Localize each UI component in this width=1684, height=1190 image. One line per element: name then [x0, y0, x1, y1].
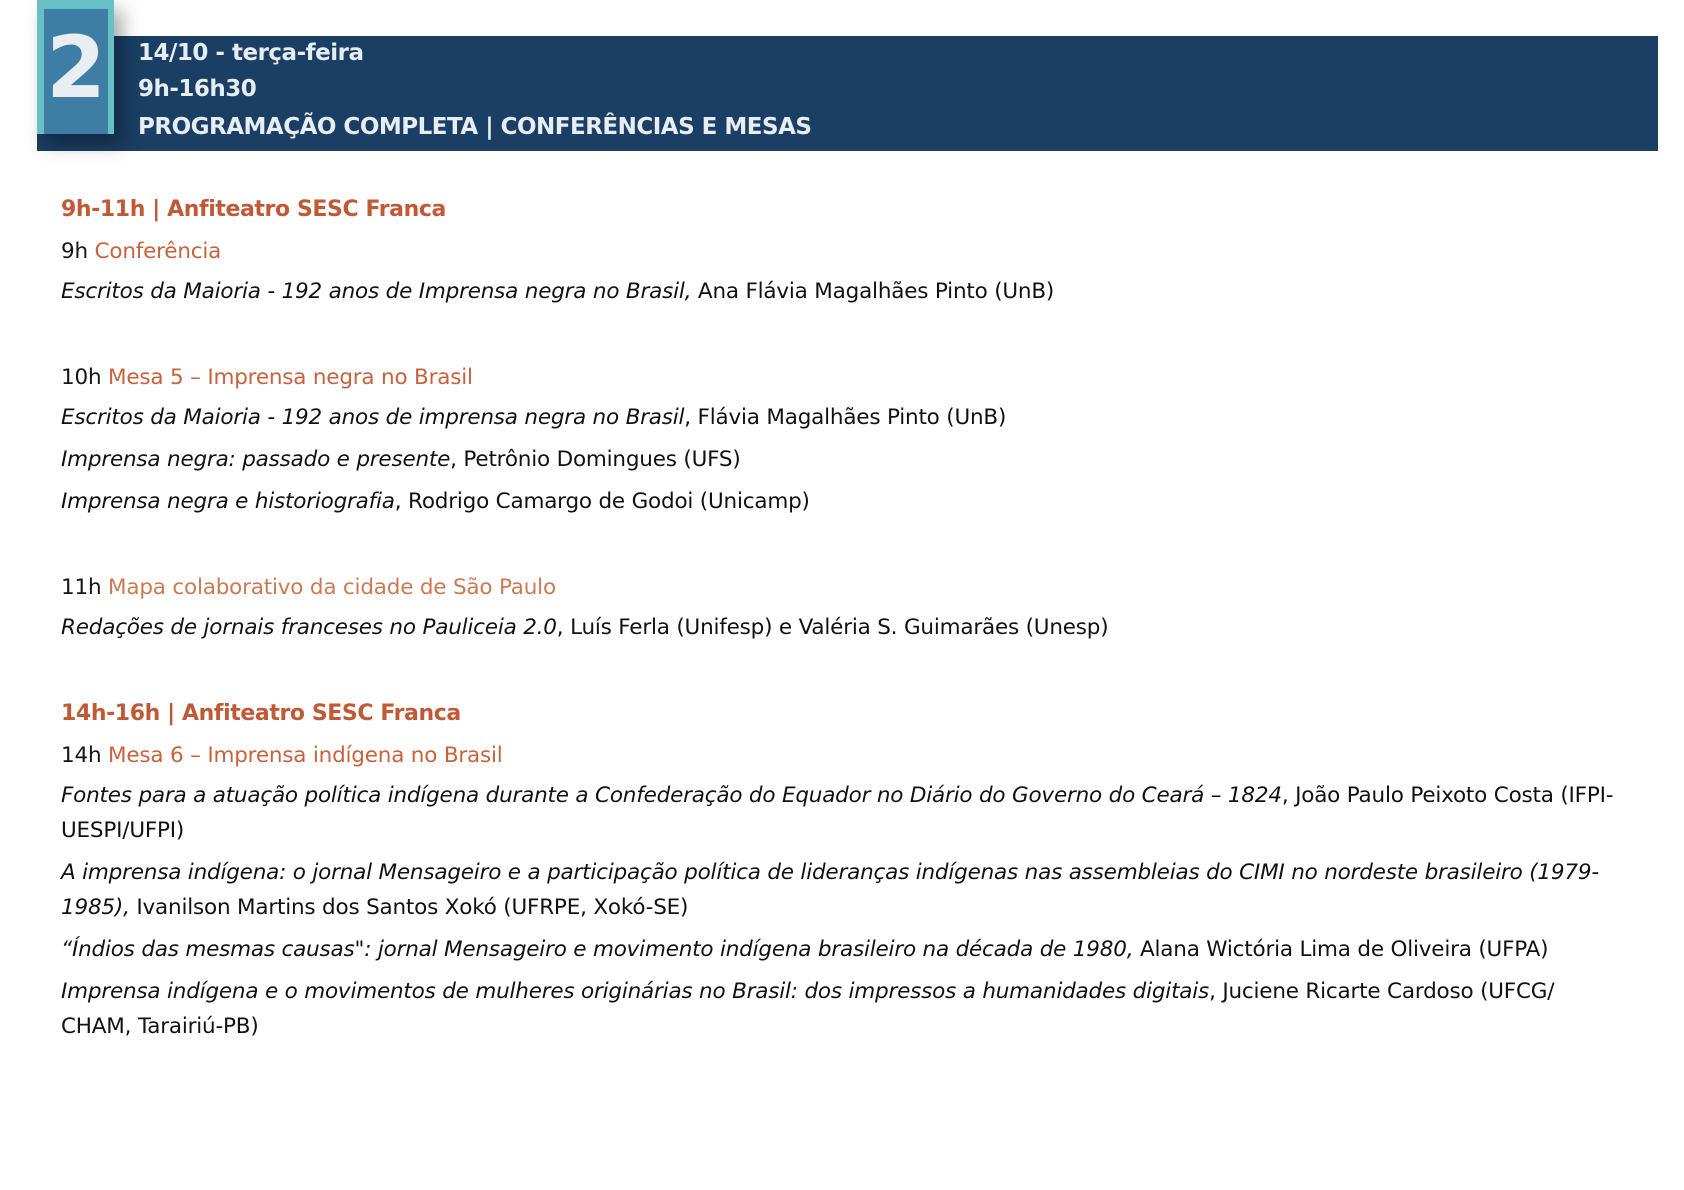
event-time: 9h [61, 239, 88, 264]
paper-title: Escritos da Maioria - 192 anos de Imprensa negra no Brasil, [61, 279, 692, 304]
event-time: 11h [61, 575, 102, 600]
paper-title: Redações de jornais franceses no Pauliceia 2.0 [61, 615, 557, 640]
paper-author: , Rodrigo Camargo de Godoi (Unicamp) [394, 489, 810, 514]
paper-item [61, 974, 1631, 1044]
event-label: Mesa 6 – Imprensa indígena no Brasil [108, 743, 503, 768]
paper-item [61, 778, 1631, 848]
session-title-morning: 9h-11h | Anfiteatro SESC Franca [61, 197, 446, 222]
spacer [61, 316, 1631, 358]
event-time: 14h [61, 743, 102, 768]
paper-item [61, 484, 1631, 519]
paper-title: Escritos da Maioria - 192 anos de imprensa negra no Brasil [61, 405, 685, 430]
header-hours: 9h-16h30 [138, 76, 257, 102]
paper-title: Imprensa negra: passado e presente [61, 447, 451, 472]
conference-heading [61, 232, 1631, 274]
paper-title: “Índios das mesmas causas": jornal Mensageiro e movimento indígena brasileiro na década de 1980, [61, 937, 1134, 962]
paper-author: Alana Wictória Lima de Oliveira (UFPA) [1133, 937, 1549, 962]
day-badge [37, 0, 114, 134]
paper-item [61, 274, 1631, 309]
paper-title: Imprensa negra e historiografia [61, 489, 395, 514]
paper-item [61, 932, 1631, 967]
paper-author: Ivanilson Martins dos Santos Xokó (UFRPE, Xokó-SE) [129, 895, 689, 920]
spacer [61, 526, 1631, 568]
paper-author: , Juciene Ricarte Cardoso (UFCG/ CHAM, Tarairiú-PB) [61, 979, 1555, 1039]
mesa6-heading [61, 736, 1631, 778]
event-label: Conferência [94, 239, 222, 264]
paper-item [61, 855, 1631, 925]
event-label: Mesa 5 – Imprensa negra no Brasil [108, 365, 473, 390]
paper-item [61, 400, 1631, 435]
session-title-afternoon: 14h-16h | Anfiteatro SESC Franca [61, 701, 461, 726]
mesa5-heading [61, 358, 1631, 400]
day-badge-border [37, 8, 44, 134]
header-program: PROGRAMAÇÃO COMPLETA | CONFERÊNCIAS E MESAS [138, 114, 812, 140]
spacer [61, 652, 1631, 694]
paper-author: Ana Flávia Magalhães Pinto (UnB) [691, 279, 1055, 304]
paper-author: , Petrônio Domingues (UFS) [450, 447, 741, 472]
mapa-heading [61, 568, 1631, 610]
event-label: Mapa colaborativo da cidade de São Paulo [108, 575, 556, 600]
paper-item [61, 610, 1631, 645]
day-badge-border [108, 8, 114, 134]
schedule-content [61, 190, 1631, 1051]
event-time: 10h [61, 365, 102, 390]
day-badge-border [37, 0, 114, 9]
day-number: 2 [46, 18, 106, 118]
paper-title: Fontes para a atuação política indígena durante a Confederação do Equador no Diário do Governo do Ceará – 1824 [61, 783, 1282, 808]
paper-item [61, 442, 1631, 477]
paper-author: , João Paulo Peixoto Costa (IFPI-UESPI/UFPI) [61, 783, 1614, 843]
paper-title: A imprensa indígena: o jornal Mensageiro e a participação política de lideranças indígenas nas assembleias do CIMI no nordeste brasileiro (1979-1985), [61, 860, 1599, 920]
paper-title: Imprensa indígena e o movimentos de mulheres originárias no Brasil: dos impressos a humanidades digitais [61, 979, 1210, 1004]
paper-author: , Luís Ferla (Unifesp) e Valéria S. Guimarães (Unesp) [556, 615, 1109, 640]
paper-author: , Flávia Magalhães Pinto (UnB) [684, 405, 1007, 430]
header-text [138, 36, 811, 150]
header-date: 14/10 - terça-feira [138, 40, 364, 66]
